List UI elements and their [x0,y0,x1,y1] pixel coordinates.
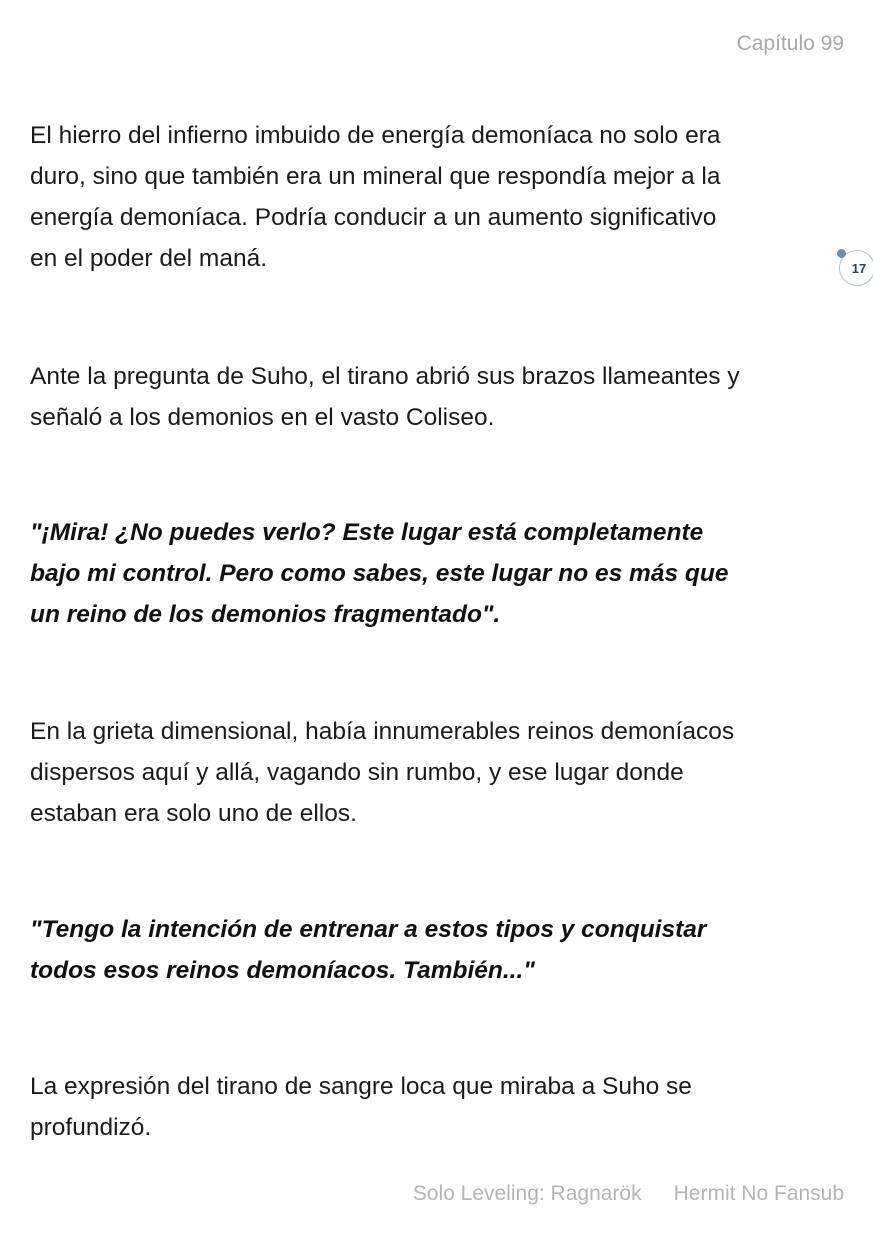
page-number: 17 [851,260,867,276]
bookmark-dot-icon [837,249,846,258]
book-title: Solo Leveling: Ragnarök [412,1182,642,1205]
paragraph: En la grieta dimensional, había innumerables reinos demoníacos dispersos aquí y allá, vagando sin rumbo, y ese lugar donde estaban era solo uno de ellos. [30,718,735,827]
paragraph: La expresión del tirano de sangre loca que miraba a Suho se profundizó. [30,1073,692,1141]
paragraph: El hierro del infierno imbuido de energía demoníaca no solo era duro, sino que también era un mineral que respondía mejor a la energía demoníaca. Podría conducir a un aumento significativo en el poder del maná. [30,122,721,272]
paragraph: Ante la pregunta de Suho, el tirano abrió sus brazos llameantes y señaló a los demonios en el vasto Coliseo. [30,363,740,431]
dialog-paragraph: "¡Mira! ¿No puedes verlo? Este lugar está completamente bajo mi control. Pero como sabes, este lugar no es más que un reino de los demonios fragmentado". [30,519,729,628]
chapter-label: Capítulo 99 [736,32,844,55]
translator-credit: Hermit No Fansub [673,1182,844,1205]
dialog-paragraph: "Tengo la intención de entrenar a estos tipos y conquistar todos esos reinos demoníacos. También..." [30,916,707,984]
footer [413,1182,844,1206]
page-number-badge[interactable] [839,250,873,286]
